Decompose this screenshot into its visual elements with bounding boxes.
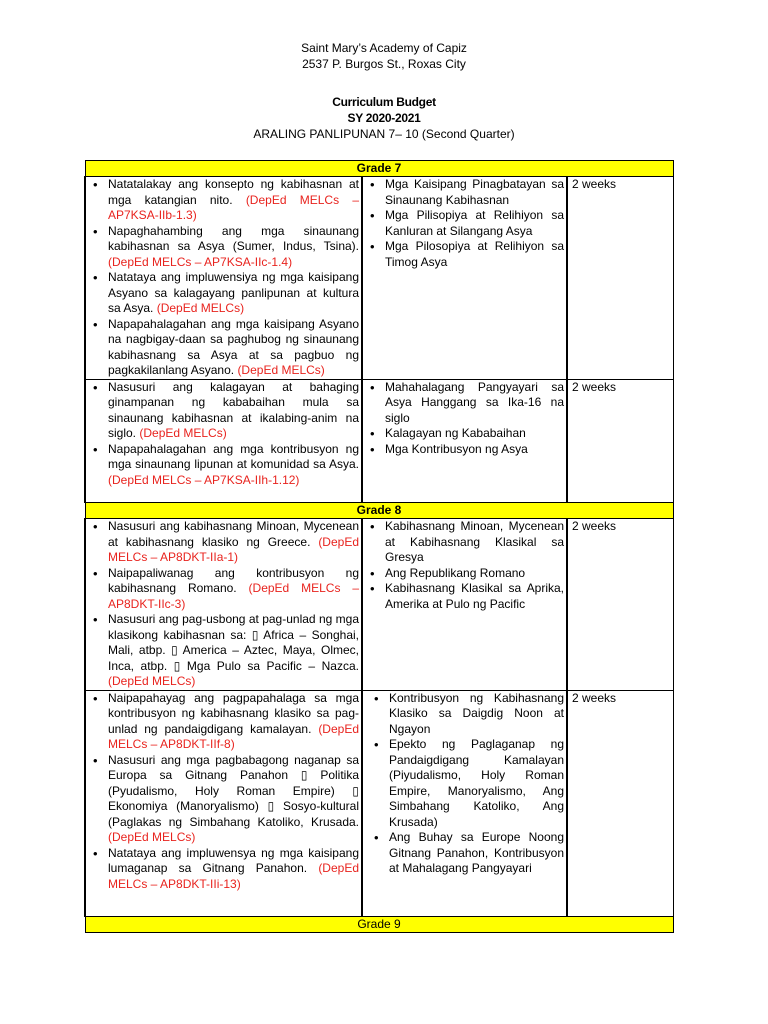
table-row [85, 379, 673, 503]
subject-title: ARALING PANLIPUNAN 7– 10 (Second Quarter) [253, 127, 515, 141]
topic-item: • Ang Republikang Romano [365, 566, 564, 582]
competency-item: • Nasusuri ang mga pagbabagong naganap sa Europa sa Gitnang Panahon ▯ Politika (Pyudalismo, Holy Roman Empire) ▯ Ekonomiya (Manoryalismo) ▯ Sosyo-kultural (Paglakas ng Simbahang Katoliko, Krusada. (DepEd MELCs) [88, 753, 359, 846]
competency-item: • Naipapahayag ang pagpapahalaga sa mga kontribusyon ng kabihasnang klasiko sa pag-unlad ng pandaigdigang kamalayan. (DepEd MELCs – AP8DKT-IIf-8) [88, 691, 359, 753]
topic-item: • Kalagayan ng Kababaihan [365, 426, 564, 442]
school-name: Saint Mary’s Academy of Capiz [301, 41, 467, 55]
table-row [85, 177, 673, 380]
competencies-cell [85, 519, 362, 691]
document-header [0, 40, 768, 142]
competencies-cell [85, 690, 362, 917]
topic-item: • Mga Pilosopiya at Relihiyon sa Timog Asya [365, 239, 564, 270]
school-year: SY 2020-2021 [347, 111, 421, 125]
grade-header-row [85, 503, 673, 519]
grade-header-row [85, 917, 673, 933]
competencies-cell [85, 177, 362, 380]
topic-item: • Mahahalagang Pangyayari sa Asya Hanggang sa Ika-16 na siglo [365, 380, 564, 427]
grade-header: Grade 7 [85, 161, 673, 177]
duration-cell: 2 weeks [567, 379, 673, 503]
topics-cell [362, 379, 567, 503]
competency-item: • Napapahalagahan ang mga kaisipang Asyano na nagbigay-daan sa paghubog ng sinaunang kabihasnang sa Asya at sa pagbuo ng pagkakilanlang Asyano. (DepEd MELCs) [88, 317, 359, 379]
document-title: Curriculum Budget [332, 95, 436, 109]
topic-item: • Mga Kontribusyon ng Asya [365, 442, 564, 458]
competency-item: • Naipapaliwanag ang kontribusyon ng kabihasnang Romano. (DepEd MELCs – AP8DKT-IIc-3) [88, 566, 359, 613]
competencies-cell [85, 379, 362, 503]
topics-cell [362, 177, 567, 380]
competency-item: • Napapahalagahan ang mga kontribusyon ng mga sinaunang lipunan at komunidad sa Asya. (DepEd MELCs – AP7KSA-IIh-1.12) [88, 442, 359, 489]
topic-item: • Mga Pilisopiya at Relihiyon sa Kanluran at Silangang Asya [365, 208, 564, 239]
topics-cell [362, 519, 567, 691]
table-row [85, 690, 673, 917]
competency-item: • Natataya ang impluwensiya ng mga kaisipang Asyano sa kalagayang panlipunan at kultura sa Asya. (DepEd MELCs) [88, 270, 359, 317]
competency-item: • Nasusuri ang pag-usbong at pag-unlad ng mga klasikong kabihasnan sa: ▯ Africa – Songhai, Mali, atbp. ▯ America – Aztec, Maya, Olmec, Inca, atbp. ▯ Mga Pulo sa Pacific – Nazca. (DepEd MELCs) [88, 612, 359, 690]
grade-header: Grade 8 [85, 503, 673, 519]
competency-item: • Natataya ang impluwensya ng mga kaisipang lumaganap sa Gitnang Panahon. (DepEd MELCs – AP8DKT-IIi-13) [88, 846, 359, 893]
competency-item: • Natatalakay ang konsepto ng kabihasnan at mga katangian nito. (DepEd MELCs – AP7KSA-IIb-1.3) [88, 177, 359, 224]
topic-item: • Epekto ng Paglaganap ng Pandaigdigang Kamalayan (Piyudalismo, Holy Roman Empire, Manoryalismo, Ang Simbahang Katoliko, Ang Krusada) [369, 737, 564, 830]
duration-cell: 2 weeks [567, 690, 673, 917]
competency-item: • Napaghahambing ang mga sinaunang kabihasnan sa Asya (Sumer, Indus, Tsina). (DepEd MELCs – AP7KSA-IIc-1.4) [88, 224, 359, 271]
topic-item: • Kabihasnang Minoan, Mycenean at Kabihasnang Klasikal sa Gresya [365, 519, 564, 566]
school-address: 2537 P. Burgos St., Roxas City [302, 57, 466, 71]
topic-item: • Ang Buhay sa Europe Noong Gitnang Panahon, Kontribusyon at Mahalagang Pangyayari [369, 830, 564, 877]
topic-item: • Kontribusyon ng Kabihasnang Klasiko sa Daigdig Noon at Ngayon [369, 691, 564, 738]
competency-item: • Nasusuri ang kalagayan at bahaging ginampanan ng kababaihan mula sa sinaunang kabihasnan at ikalabing-anim na siglo. (DepEd MELCs) [88, 380, 359, 442]
grade-header-row [85, 161, 673, 177]
duration-cell: 2 weeks [567, 177, 673, 380]
competency-item: • Nasusuri ang kabihasnang Minoan, Mycenean at kabihasnang klasiko ng Greece. (DepEd MELCs – AP8DKT-IIa-1) [88, 519, 359, 566]
table-row [85, 519, 673, 691]
topic-item: • Kabihasnang Klasikal sa Aprika, Amerika at Pulo ng Pacific [365, 581, 564, 612]
topic-item: • Mga Kaisipang Pinagbatayan sa Sinaunang Kabihasnan [365, 177, 564, 208]
duration-cell: 2 weeks [567, 519, 673, 691]
curriculum-table [84, 160, 674, 933]
topics-cell [362, 690, 567, 917]
grade-header: Grade 9 [85, 917, 673, 933]
